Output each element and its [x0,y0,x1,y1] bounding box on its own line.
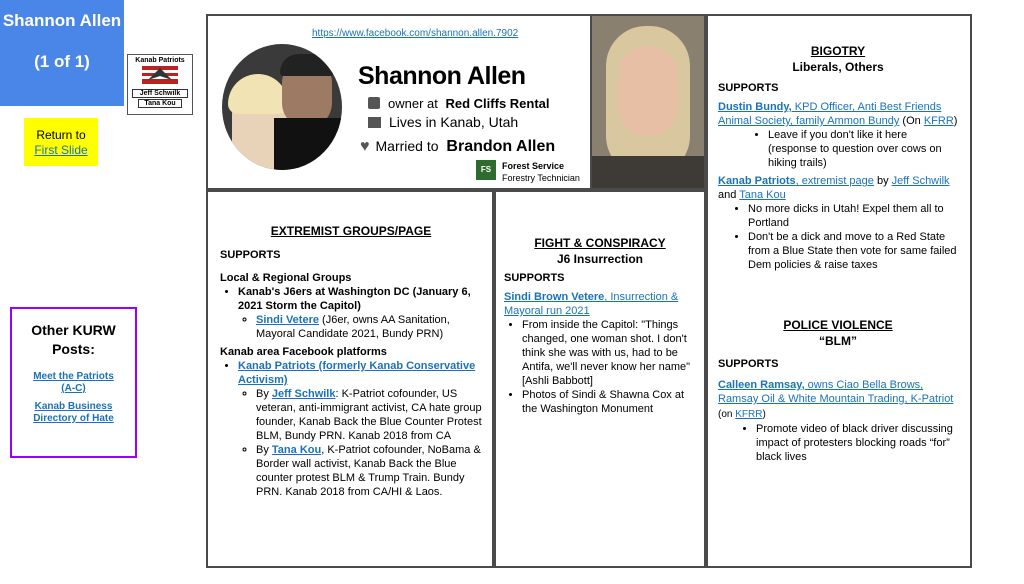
extremist-title: EXTREMIST GROUPS/PAGE [270,224,432,238]
police-subtitle: “BLM” [819,334,857,348]
title-count: (1 of 1) [34,52,90,71]
kanab-patriots-item [238,359,482,499]
kp-quote-2: • Don't be a dick and move to a Red State from a Blue State then vote for same failed Dem policies & raise taxes [748,230,958,272]
owner-prefix: owner at [388,96,438,111]
jeff-bigotry-link[interactable]: Jeff Schwilk [891,175,950,187]
lives-line [368,114,518,130]
calleen-link[interactable]: Calleen Ramsay, owns Ciao Bella Brows, Ramsay Oil & White Mountain Trading, K-Patriot [718,379,954,405]
extremist-supports: SUPPORTS [220,249,281,261]
kanab-patriots-logo [127,54,193,115]
police-supports: SUPPORTS [718,358,779,370]
eagle-flag-icon [140,64,180,86]
dustin-quote-item: • Leave if you don't like it here (response to question over cows on hiking trails) [768,128,958,170]
couple-photo [222,44,342,170]
tana-link[interactable]: Tana Kou [271,444,322,456]
return-box [24,118,98,166]
slide-title [0,0,124,106]
sindi-brown-line [504,290,696,318]
forest-service-text: Forest Service [502,161,565,171]
owner-business: Red Cliffs Rental [445,96,550,111]
sindi-brown-link[interactable]: Sindi Brown Vetere, Insurrection & Mayoral run 2021 [504,291,679,317]
first-slide-link[interactable]: First Slide [34,143,88,157]
profile-name: Shannon Allen [358,62,526,90]
bigotry-supports: SUPPORTS [718,82,779,94]
logo-name-1: Jeff Schwilk [132,89,188,98]
logo-name-2: Tana Kou [138,99,182,108]
photos-item: • Photos of Sindi & Shawna Cox at the Washington Monument [522,388,696,416]
heart-icon: ♥ [360,138,370,155]
fight-title: FIGHT & CONSPIRACY [534,236,666,250]
kp-bigotry-link[interactable]: Kanab Patriots, extremist page [718,175,874,187]
return-label: Return to [36,128,86,142]
home-icon [368,117,381,128]
j6ers-item: • Kanab's J6ers at Washington DC (January 6, 2021 Storm the Capitol) ◦ Sindi Vetere (J6er, owns AA Sanitation, Mayoral Candidate 2021, Bundy PRN) [238,285,482,341]
kp-quote-1: • No more dicks in Utah! Expel them all to Portland [748,202,958,230]
fight-box [494,190,706,568]
selfie-photo [590,14,706,190]
tana-item: ◦ By Tana Kou, K-Patriot cofounder, NoBama & Border wall activist, Kanab Back the Blue counter protest BLM & Trump Train. Bundy PRN. Kanab 2018 from CA/HI & Laos. [256,443,482,499]
married-prefix: Married to [375,138,439,154]
calleen-line: Calleen Ramsay, owns Ciao Bella Brows, Ramsay Oil & White Mountain Trading, K-Patriot (on KFRR) [718,379,954,420]
forestry-technician-text: Forestry Technician [502,173,580,183]
local-groups-heading: Local & Regional Groups [220,272,352,284]
bigotry-title: BIGOTRY [810,44,866,58]
jeff-link[interactable]: Jeff Schwilk [271,388,336,400]
other-posts-box [10,307,137,458]
kp-line: Kanab Patriots, extremist page by Jeff Schwilk and Tana Kou [718,175,950,201]
meet-patriots-link[interactable]: Meet the Patriots (A-C) [33,371,114,394]
facebook-url-link[interactable]: https://www.facebook.com/shannon.allen.7902 [312,28,519,39]
fb-platforms-heading: Kanab area Facebook platforms [220,346,387,358]
married-line [360,138,555,156]
profile-card [206,14,592,190]
extremist-box [206,190,494,568]
tana-bigotry-link[interactable]: Tana Kou [739,189,786,201]
jeff-item: ◦ By Jeff Schwilk: K-Patriot cofounder, US veteran, anti-immigrant activist, CA hate group founder, Kanab Back the Blue Counter Protest BLM, Bundy PRN. Kanab 2018 from CA [256,387,482,443]
bigotry-subtitle: Liberals, Others [792,60,884,74]
title-name: Shannon Allen [2,11,122,30]
kfrr-link-1[interactable]: KFRR [923,115,954,127]
kfrr-link-2[interactable]: KFRR [735,409,763,420]
sindi-link[interactable]: Sindi Vetere [256,314,319,326]
owner-line [368,96,550,111]
sindi-item: ◦ Sindi Vetere (J6er, owns AA Sanitation, Mayoral Candidate 2021, Bundy PRN) [256,313,482,341]
police-title: POLICE VIOLENCE [783,318,893,332]
briefcase-icon [368,97,380,109]
dustin-link[interactable]: Dustin Bundy, KPD Officer, Anti Best Friends Animal Society, family Ammon Bundy [718,101,942,127]
other-posts-title: Other KURW Posts: [31,322,116,357]
blm-video-item: • Promote video of black driver discussing impact of protesters blocking roads “for” black lives [756,422,958,464]
lives-text: Lives in Kanab, Utah [389,114,519,130]
logo-text-top: Kanab Patriots [135,57,185,64]
kanab-patriots-link[interactable]: Kanab Patriots (formerly Kanab Conservative Activism) [238,360,476,386]
fight-supports: SUPPORTS [504,272,565,284]
bigotry-police-box [706,14,972,568]
dustin-line: Dustin Bundy, KPD Officer, Anti Best Friends Animal Society, family Ammon Bundy (On KFRR) [718,101,958,127]
capitol-quote-item: • From inside the Capitol: "Things changed, one woman shot. I don't think she was with us, had to be Antifa, we'll never know her name" [Ashli Babbott] [522,318,696,388]
fight-subtitle: J6 Insurrection [556,252,644,266]
married-name: Brandon Allen [446,138,556,155]
forest-service-badge-icon: FS [476,160,496,180]
business-directory-link[interactable]: Kanab Business Directory of Hate [33,401,114,424]
